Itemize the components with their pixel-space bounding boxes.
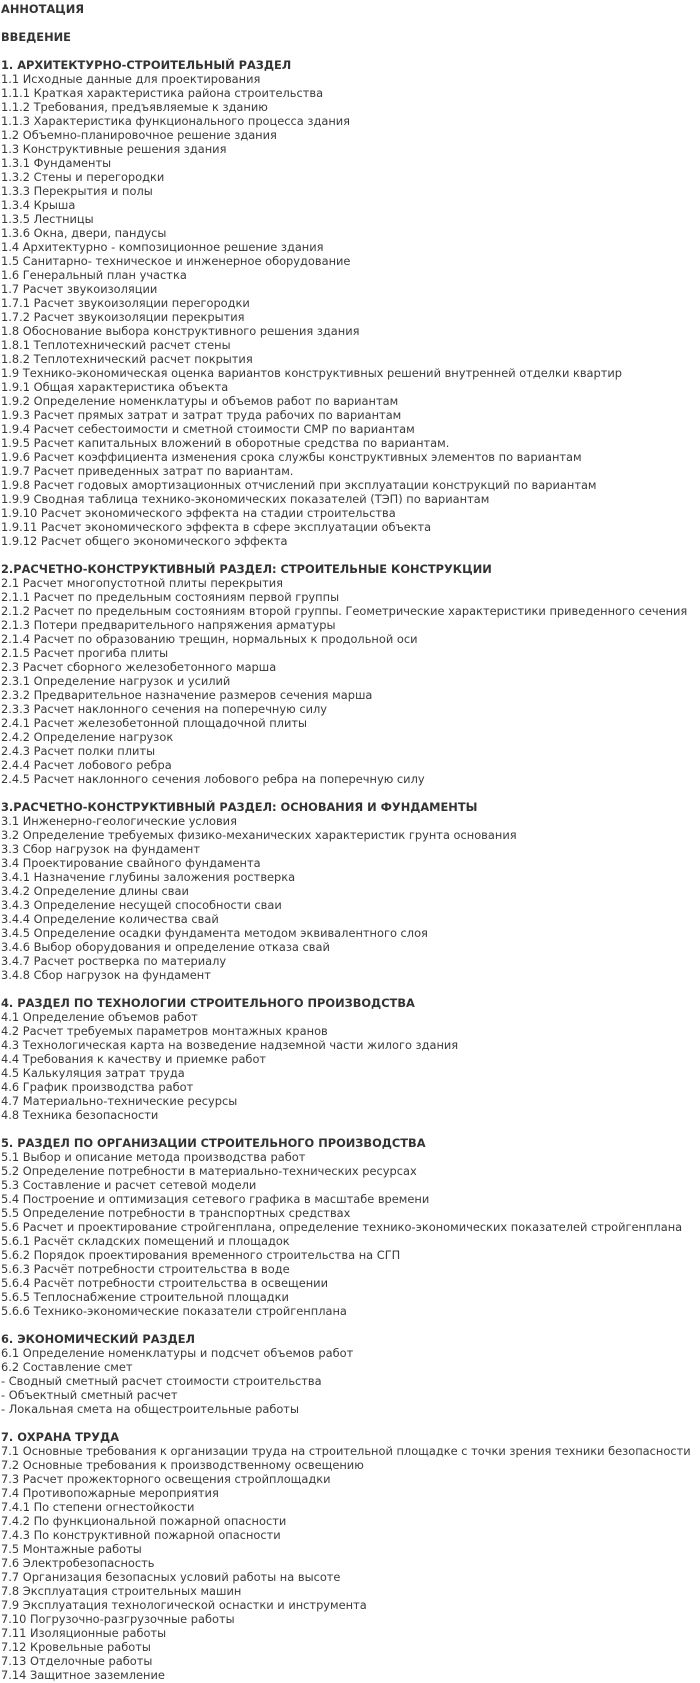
toc-item: 3.4.2 Определение длины сваи <box>1 884 189 898</box>
toc-item: 5.6.3 Расчёт потребности строительства в воде <box>1 1262 290 1276</box>
toc-item: 5.6.1 Расчёт складских помещений и площадок <box>1 1234 290 1248</box>
toc-item: 3.4 Проектирование свайного фундамента <box>1 856 261 870</box>
toc-item: 5.6.4 Расчёт потребности строительства в освещении <box>1 1276 328 1290</box>
toc-item: 4.1 Определение объемов работ <box>1 1010 198 1024</box>
toc-item: 7.10 Погрузочно-разгрузочные работы <box>1 1612 235 1626</box>
toc-item: 7.4 Противопожарные мероприятия <box>1 1486 219 1500</box>
toc-item: 1.9.2 Определение номенклатуры и объемов работ по вариантам <box>1 394 399 408</box>
toc-item: 1.1 Исходные данные для проектирования <box>1 72 261 86</box>
toc-item: 1.3.4 Крыша <box>1 198 76 212</box>
toc-item: 1.9.11 Расчет экономического эффекта в сфере эксплуатации объекта <box>1 520 432 534</box>
toc-item: 3.4.4 Определение количества свай <box>1 912 219 926</box>
toc-item: 7.13 Отделочные работы <box>1 1654 153 1668</box>
toc-item: 6.1 Определение номенклатуры и подсчет объемов работ <box>1 1346 354 1360</box>
toc-item: 2.1 Расчет многопустотной плиты перекрытия <box>1 576 284 590</box>
toc-item: 2.3.3 Расчет наклонного сечения на поперечную силу <box>1 702 328 716</box>
toc-item: 1.8.1 Теплотехнический расчет стены <box>1 338 231 352</box>
toc-item: 4.6 График производства работ <box>1 1080 194 1094</box>
toc-item: 1.9.6 Расчет коэффициента изменения срока службы конструктивных элементов по вариантам <box>1 450 582 464</box>
toc-item: - Локальная смета на общестроительные работы <box>1 1402 299 1416</box>
section-heading: 2.РАСЧЕТНО-КОНСТРУКТИВНЫЙ РАЗДЕЛ: СТРОИТЕЛЬНЫЕ КОНСТРУКЦИИ <box>1 562 492 576</box>
toc-item: 5.4 Построение и оптимизация сетевого графика в масштабе времени <box>1 1192 430 1206</box>
toc-item: 2.3 Расчет сборного железобетонного марша <box>1 660 277 674</box>
toc-item: 1.4 Архитектурно - композиционное решение здания <box>1 240 324 254</box>
toc-item: 1.3.2 Стены и перегородки <box>1 170 165 184</box>
toc-item: 5.5 Определение потребности в транспортных средствах <box>1 1206 351 1220</box>
toc-item: 3.4.7 Расчет ростверка по материалу <box>1 954 227 968</box>
toc-item: 1.9.8 Расчет годовых амортизационных отчислений при эксплуатации конструкций по вариантам <box>1 478 597 492</box>
toc-item: 7.2 Основные требования к производственному освещению <box>1 1458 364 1472</box>
toc-item: 1.7.1 Расчет звукоизоляции перегородки <box>1 296 250 310</box>
toc-item: 2.1.4 Расчет по образованию трещин, нормальных к продольной оси <box>1 632 418 646</box>
toc-item: 1.1.1 Краткая характеристика района строительства <box>1 86 324 100</box>
spacer <box>1 1416 700 1430</box>
toc-item: 3.4.6 Выбор оборудования и определение отказа свай <box>1 940 330 954</box>
section-heading: 4. РАЗДЕЛ ПО ТЕХНОЛОГИИ СТРОИТЕЛЬНОГО ПРОИЗВОДСТВА <box>1 996 415 1010</box>
toc-item: 1.7 Расчет звукоизоляции <box>1 282 158 296</box>
toc-item: 3.4.1 Назначение глубины заложения ростверка <box>1 870 296 884</box>
toc-item: 5.3 Составление и расчет сетевой модели <box>1 1178 257 1192</box>
toc-item: 4.5 Калькуляция затрат труда <box>1 1066 185 1080</box>
toc-item: 1.9.9 Сводная таблица технико-экономических показателей (ТЭП) по вариантам <box>1 492 490 506</box>
toc-item: 5.6.2 Порядок проектирования временного строительства на СГП <box>1 1248 401 1262</box>
toc-item: 5.6.6 Технико-экономические показатели стройгенплана <box>1 1304 347 1318</box>
toc-item: 4.8 Техника безопасности <box>1 1108 159 1122</box>
toc-item: 1.7.2 Расчет звукоизоляции перекрытия <box>1 310 245 324</box>
spacer <box>1 982 700 996</box>
spacer <box>1 1122 700 1136</box>
toc-item: 1.2 Объемно-планировочное решение здания <box>1 128 277 142</box>
toc-item: 1.9.4 Расчет себестоимости и сметной стоимости СМР по вариантам <box>1 422 415 436</box>
toc-item: 2.4.5 Расчет наклонного сечения лобового ребра на поперечную силу <box>1 772 425 786</box>
toc-item: - Объектный сметный расчет <box>1 1388 178 1402</box>
toc-item: 2.1.3 Потери предварительного напряжения арматуры <box>1 618 336 632</box>
toc-item: 1.9.10 Расчет экономического эффекта на стадии строительства <box>1 506 396 520</box>
toc-item: 1.3.6 Окна, двери, пандусы <box>1 226 167 240</box>
toc-item: 2.4.1 Расчет железобетонной площадочной плиты <box>1 716 307 730</box>
toc-item: 7.5 Монтажные работы <box>1 1542 142 1556</box>
toc-item: 1.1.3 Характеристика функционального процесса здания <box>1 114 351 128</box>
toc-item: 2.3.1 Определение нагрузок и усилий <box>1 674 231 688</box>
toc-item: 1.9.3 Расчет прямых затрат и затрат труда рабочих по вариантам <box>1 408 402 422</box>
section-heading: 6. ЭКОНОМИЧЕСКИЙ РАЗДЕЛ <box>1 1332 195 1346</box>
toc-item: 4.2 Расчет требуемых параметров монтажных кранов <box>1 1024 328 1038</box>
section-heading: 7. ОХРАНА ТРУДА <box>1 1430 120 1444</box>
section-heading: 5. РАЗДЕЛ ПО ОРГАНИЗАЦИИ СТРОИТЕЛЬНОГО ПРОИЗВОДСТВА <box>1 1136 426 1150</box>
toc-item: 2.3.2 Предварительное назначение размеров сечения марша <box>1 688 373 702</box>
toc-item: 2.4.3 Расчет полки плиты <box>1 744 156 758</box>
spacer <box>1 1318 700 1332</box>
toc-item: 7.9 Эксплуатация технологической оснастки и инструмента <box>1 1598 367 1612</box>
toc-item: 4.4 Требования к качеству и приемке работ <box>1 1052 267 1066</box>
toc-item: 5.6.5 Теплоснабжение строительной площадки <box>1 1290 289 1304</box>
toc-item: 7.4.3 По конструктивной пожарной опасности <box>1 1528 281 1542</box>
toc-item: 7.6 Электробезопасность <box>1 1556 155 1570</box>
toc-item: 1.3 Конструктивные решения здания <box>1 142 227 156</box>
toc-item: 2.1.2 Расчет по предельным состояниям второй группы. Геометрические характеристики приведенного сечения <box>1 604 688 618</box>
toc-item: 7.3 Расчет прожекторного освещения стройплощадки <box>1 1472 331 1486</box>
section-heading: АННОТАЦИЯ <box>1 2 85 16</box>
toc-item: 1.3.5 Лестницы <box>1 212 94 226</box>
toc-item: 7.11 Изоляционные работы <box>1 1626 167 1640</box>
toc-item: 5.1 Выбор и описание метода производства работ <box>1 1150 306 1164</box>
toc-item: 3.2 Определение требуемых физико-механических характеристик грунта основания <box>1 828 517 842</box>
toc-item: 7.8 Эксплуатация строительных машин <box>1 1584 242 1598</box>
toc-item: 1.3.3 Перекрытия и полы <box>1 184 153 198</box>
toc-item: 7.12 Кровельные работы <box>1 1640 151 1654</box>
toc-item: 3.1 Инженерно-геологические условия <box>1 814 237 828</box>
toc-item: 1.9 Технико-экономическая оценка вариантов конструктивных решений внутренней отделки квартир <box>1 366 623 380</box>
section-heading: 3.РАСЧЕТНО-КОНСТРУКТИВНЫЙ РАЗДЕЛ: ОСНОВАНИЯ И ФУНДАМЕНТЫ <box>1 800 478 814</box>
section-heading: ВВЕДЕНИЕ <box>1 30 71 44</box>
toc-item: 1.8.2 Теплотехнический расчет покрытия <box>1 352 253 366</box>
toc-item: 1.3.1 Фундаменты <box>1 156 112 170</box>
toc-item: 4.7 Материально-технические ресурсы <box>1 1094 238 1108</box>
toc-item: 7.4.2 По функциональной пожарной опасности <box>1 1514 287 1528</box>
toc-item: 1.8 Обоснование выбора конструктивного решения здания <box>1 324 360 338</box>
toc-item: 2.4.2 Определение нагрузок <box>1 730 174 744</box>
toc-item: 1.9.1 Общая характеристика объекта <box>1 380 229 394</box>
toc-item: 1.1.2 Требования, предъявляемые к зданию <box>1 100 268 114</box>
toc-item: 5.6 Расчет и проектирование стройгенплана, определение технико-экономических показателей стройгенплана <box>1 1220 683 1234</box>
toc-item: 3.4.5 Определение осадки фундамента методом эквивалентного слоя <box>1 926 428 940</box>
toc-item: 1.9.12 Расчет общего экономического эффекта <box>1 534 288 548</box>
toc-item: 7.7 Организация безопасных условий работы на высоте <box>1 1570 341 1584</box>
spacer <box>1 548 700 562</box>
toc-item: 3.4.3 Определение несущей способности сваи <box>1 898 282 912</box>
section-heading: 1. АРХИТЕКТУРНО-СТРОИТЕЛЬНЫЙ РАЗДЕЛ <box>1 58 292 72</box>
toc-item: 7.4.1 По степени огнестойкости <box>1 1500 195 1514</box>
toc-item: 3.3 Сбор нагрузок на фундамент <box>1 842 200 856</box>
toc-item: 5.2 Определение потребности в материально-технических ресурсах <box>1 1164 417 1178</box>
toc-item: 7.1 Основные требования к организации труда на строительной площадке с точки зрения техники безопасности <box>1 1444 691 1458</box>
toc-item: 1.9.5 Расчет капитальных вложений в оборотные средства по вариантам. <box>1 436 450 450</box>
spacer <box>1 16 700 30</box>
toc-item: 6.2 Составление смет <box>1 1360 133 1374</box>
toc-item: 3.4.8 Сбор нагрузок на фундамент <box>1 968 211 982</box>
toc-item: 2.4.4 Расчет лобового ребра <box>1 758 172 772</box>
toc-item: 4.3 Технологическая карта на возведение надземной части жилого здания <box>1 1038 459 1052</box>
toc-item: - Сводный сметный расчет стоимости строительства <box>1 1374 322 1388</box>
spacer <box>1 44 700 58</box>
toc-item: 7.14 Защитное заземление <box>1 1668 165 1682</box>
toc-item: 1.6 Генеральный план участка <box>1 268 187 282</box>
toc-item: 2.1.1 Расчет по предельным состояниям первой группы <box>1 590 340 604</box>
toc-item: 1.9.7 Расчет приведенных затрат по вариантам. <box>1 464 294 478</box>
spacer <box>1 786 700 800</box>
toc-item: 1.5 Санитарно- техническое и инженерное оборудование <box>1 254 351 268</box>
toc-item: 2.1.5 Расчет прогиба плиты <box>1 646 169 660</box>
